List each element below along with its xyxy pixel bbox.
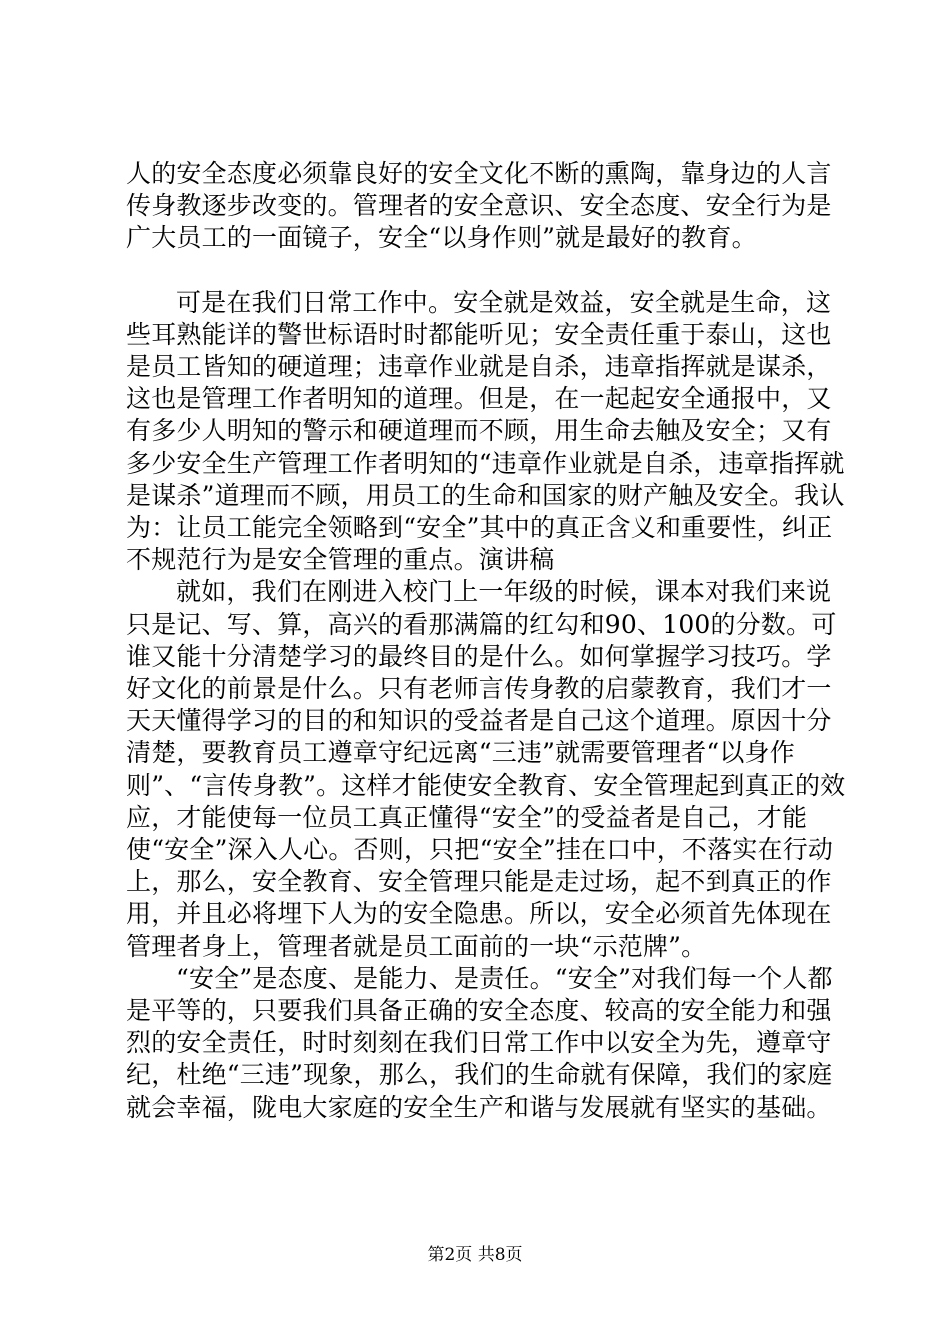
document-body	[126, 158, 846, 1124]
paragraph-1: 人的安全态度必须靠良好的安全文化不断的熏陶，靠身边的人言传身教逐步改变的。管理者的安全意识、安全态度、安全行为是广大员工的一面镜子，安全“以身作则”就是最好的教育。	[126, 159, 832, 253]
paragraph-gap	[126, 255, 846, 287]
paragraph-3: 就如，我们在刚进入校门上一年级的时候，课本对我们来说只是记、写、算，高兴的看那满篇的红勾和90、100的分数。可谁又能十分清楚学习的最终目的是什么。如何掌握学习技巧。学好文化的前景是什么。只有老师言传身教的启蒙教育，我们才一天天懂得学习的目的和知识的受益者是自己这个道理。原因十分清楚，要教育员工遵章守纪远离“三违”就需要管理者“以身作则”、“言传身教”。这样才能使安全教育、安全管理起到真正的效应，才能使每一位员工真正懂得“安全”的受益者是自己，才能使“安全”深入人心。否则，只把“安全”挂在口中，不落实在行动上，那么，安全教育、安全管理只能是走过场，起不到真正的作用，并且必将埋下人为的安全隐患。所以，安全必须首先体现在管理者身上，管理者就是员工面前的一块“示范牌”。	[126, 577, 846, 961]
page-footer: 第2页 共8页	[427, 1245, 523, 1265]
paragraph-4: “安全”是态度、是能力、是责任。“安全”对我们每一个人都是平等的，只要我们具备正确的安全态度、较高的安全能力和强烈的安全责任，时时刻刻在我们日常工作中以安全为先，遵章守纪，杜绝“三违”现象，那么，我们的生命就有保障，我们的家庭就会幸福，陇电大家庭的安全生产和谐与发展就有坚实的基础。	[126, 963, 833, 1122]
paragraph-2: 可是在我们日常工作中。安全就是效益，安全就是生命，这些耳熟能详的警世标语时时都能听见；安全责任重于泰山，这也是员工皆知的硬道理；违章作业就是自杀，违章指挥就是谋杀，这也是管理工作者明知的道理。但是，在一起起安全通报中，又有多少人明知的警示和硬道理而不顾，用生命去触及安全；又有多少安全生产管理工作者明知的“违章作业就是自杀，违章指挥就是谋杀”道理而不顾，用员工的生命和国家的财产触及安全。我认为：让员工能完全领略到“安全”其中的真正含义和重要性，纠正不规范行为是安全管理的重点。演讲稿	[126, 287, 845, 575]
